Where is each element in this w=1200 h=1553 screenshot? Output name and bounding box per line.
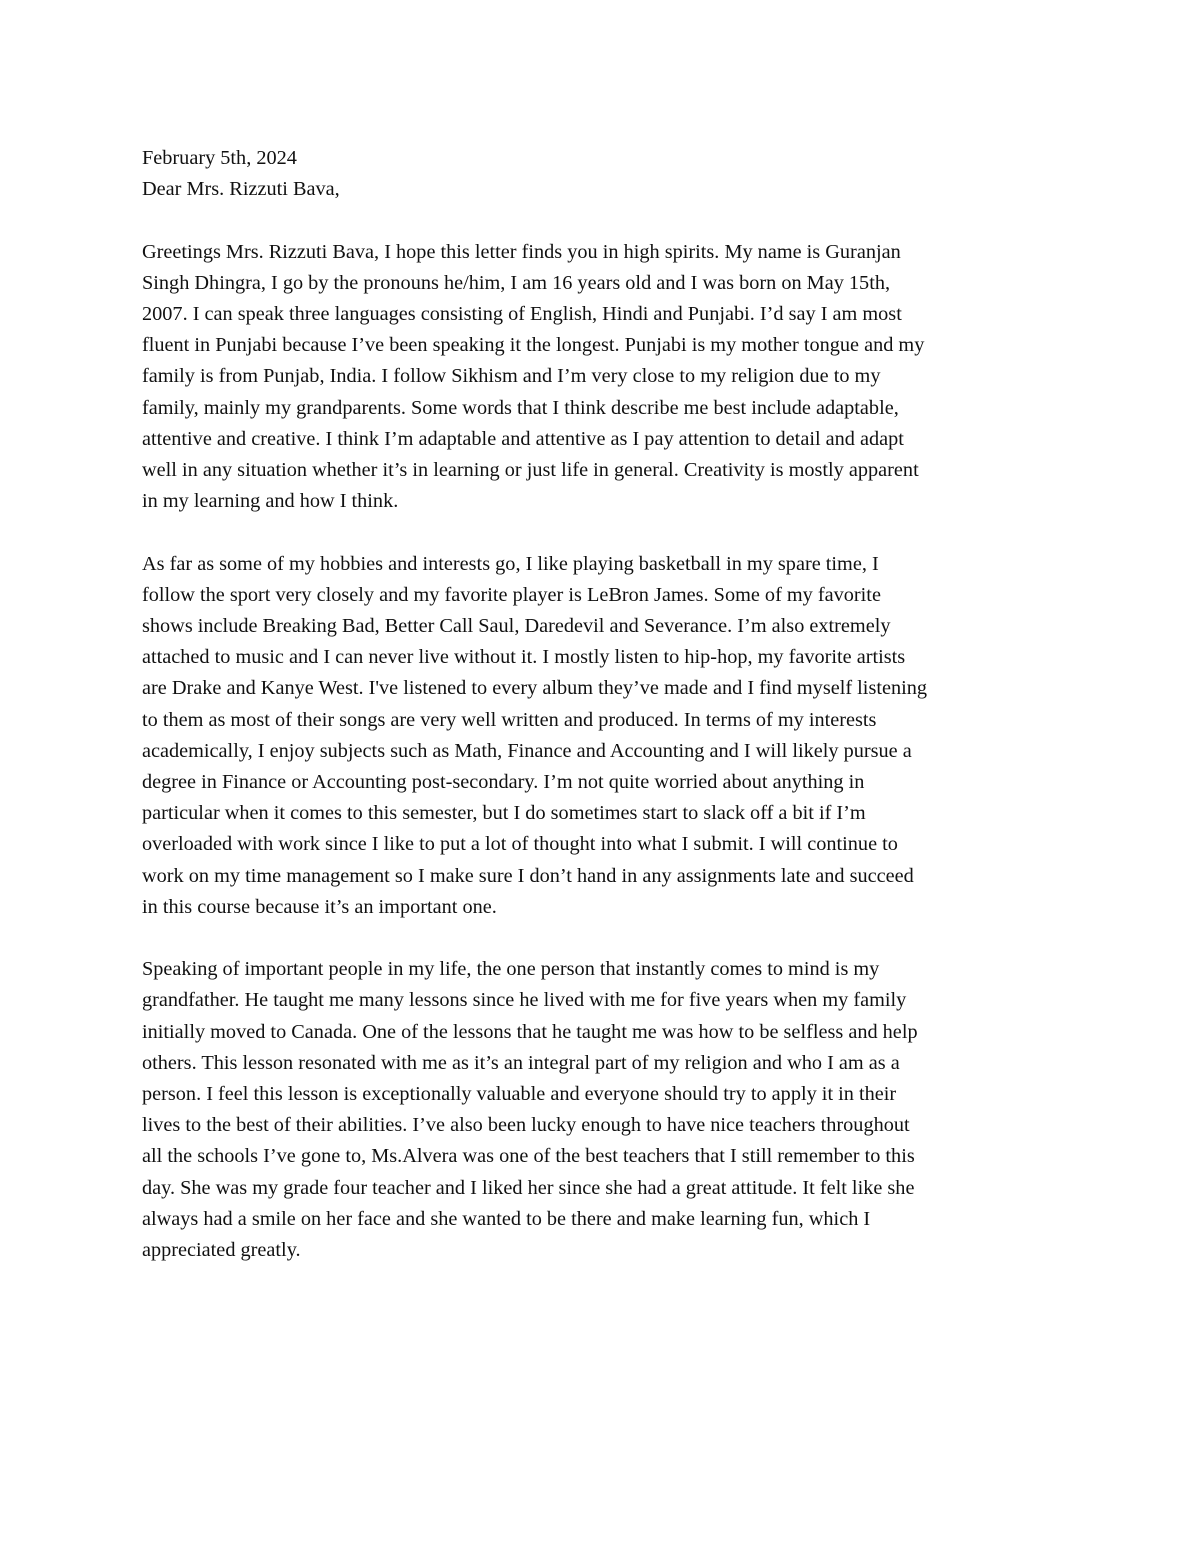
text-line: attentive and creative. I think I’m adaptable and attentive as I pay attention to detail and adapt (142, 427, 904, 450)
text-line: initially moved to Canada. One of the lessons that he taught me was how to be selfless and help (142, 1020, 918, 1043)
text-line: degree in Finance or Accounting post-secondary. I’m not quite worried about anything in (142, 771, 865, 794)
text-line: day. She was my grade four teacher and I liked her since she had a great attitude. It felt like she (142, 1176, 915, 1199)
letter-salutation: Dear Mrs. Rizzuti Bava, (142, 178, 340, 201)
text-line: family is from Punjab, India. I follow Sikhism and I’m very close to my religion due to my (142, 365, 881, 388)
paragraph-introduction (142, 237, 1062, 518)
text-line: overloaded with work since I like to put a lot of thought into what I submit. I will continue to (142, 833, 898, 856)
text-line: shows include Breaking Bad, Better Call Saul, Daredevil and Severance. I’m also extremely (142, 615, 891, 638)
text-line: are Drake and Kanye West. I've listened to every album they’ve made and I find myself listening (142, 677, 928, 700)
text-line: Greetings Mrs. Rizzuti Bava, I hope this letter finds you in high spirits. My name is Guranjan (142, 240, 901, 263)
paragraph-hobbies (142, 549, 1062, 923)
text-line: in this course because it’s an important one. (142, 895, 497, 918)
text-line: attached to music and I can never live without it. I mostly listen to hip-hop, my favorite artists (142, 646, 906, 669)
text-line: work on my time management so I make sure I don’t hand in any assignments late and succeed (142, 864, 914, 887)
text-line: well in any situation whether it’s in learning or just life in general. Creativity is mostly apparent (142, 459, 919, 482)
text-line: academically, I enjoy subjects such as Math, Finance and Accounting and I will likely pursue a (142, 739, 912, 762)
text-line: Speaking of important people in my life, the one person that instantly comes to mind is my (142, 958, 880, 981)
text-line: always had a smile on her face and she wanted to be there and make learning fun, which I (142, 1207, 871, 1230)
text-line: person. I feel this lesson is exceptionally valuable and everyone should try to apply it in their (142, 1083, 897, 1106)
text-line: family, mainly my grandparents. Some words that I think describe me best include adaptable, (142, 396, 899, 419)
text-line: appreciated greatly. (142, 1239, 301, 1262)
text-line: particular when it comes to this semester, but I do sometimes start to slack off a bit if I’m (142, 802, 866, 825)
letter-body (142, 143, 1062, 1266)
paragraph-spacer (142, 517, 1062, 548)
text-line: in my learning and how I think. (142, 490, 399, 513)
text-line: follow the sport very closely and my favorite player is LeBron James. Some of my favorite (142, 583, 881, 606)
text-line: fluent in Punjabi because I’ve been speaking it the longest. Punjabi is my mother tongue and my (142, 334, 925, 357)
text-line: to them as most of their songs are very well written and produced. In terms of my interests (142, 708, 877, 731)
paragraph-spacer (142, 205, 1062, 236)
text-line: lives to the best of their abilities. I’ve also been lucky enough to have nice teachers throughout (142, 1114, 910, 1137)
text-line: grandfather. He taught me many lessons since he lived with me for five years when my family (142, 989, 907, 1012)
text-line: Singh Dhingra, I go by the pronouns he/him, I am 16 years old and I was born on May 15th, (142, 271, 891, 294)
paragraph-spacer (142, 923, 1062, 954)
text-line: all the schools I’ve gone to, Ms.Alvera was one of the best teachers that I still remember to this (142, 1145, 915, 1168)
paragraph-important-people (142, 954, 1062, 1266)
letter-date: February 5th, 2024 (142, 147, 297, 169)
text-line: As far as some of my hobbies and interests go, I like playing basketball in my spare time, I (142, 552, 879, 575)
text-line: others. This lesson resonated with me as it’s an integral part of my religion and who I am as a (142, 1051, 900, 1074)
text-line: 2007. I can speak three languages consisting of English, Hindi and Punjabi. I’d say I am most (142, 303, 902, 325)
